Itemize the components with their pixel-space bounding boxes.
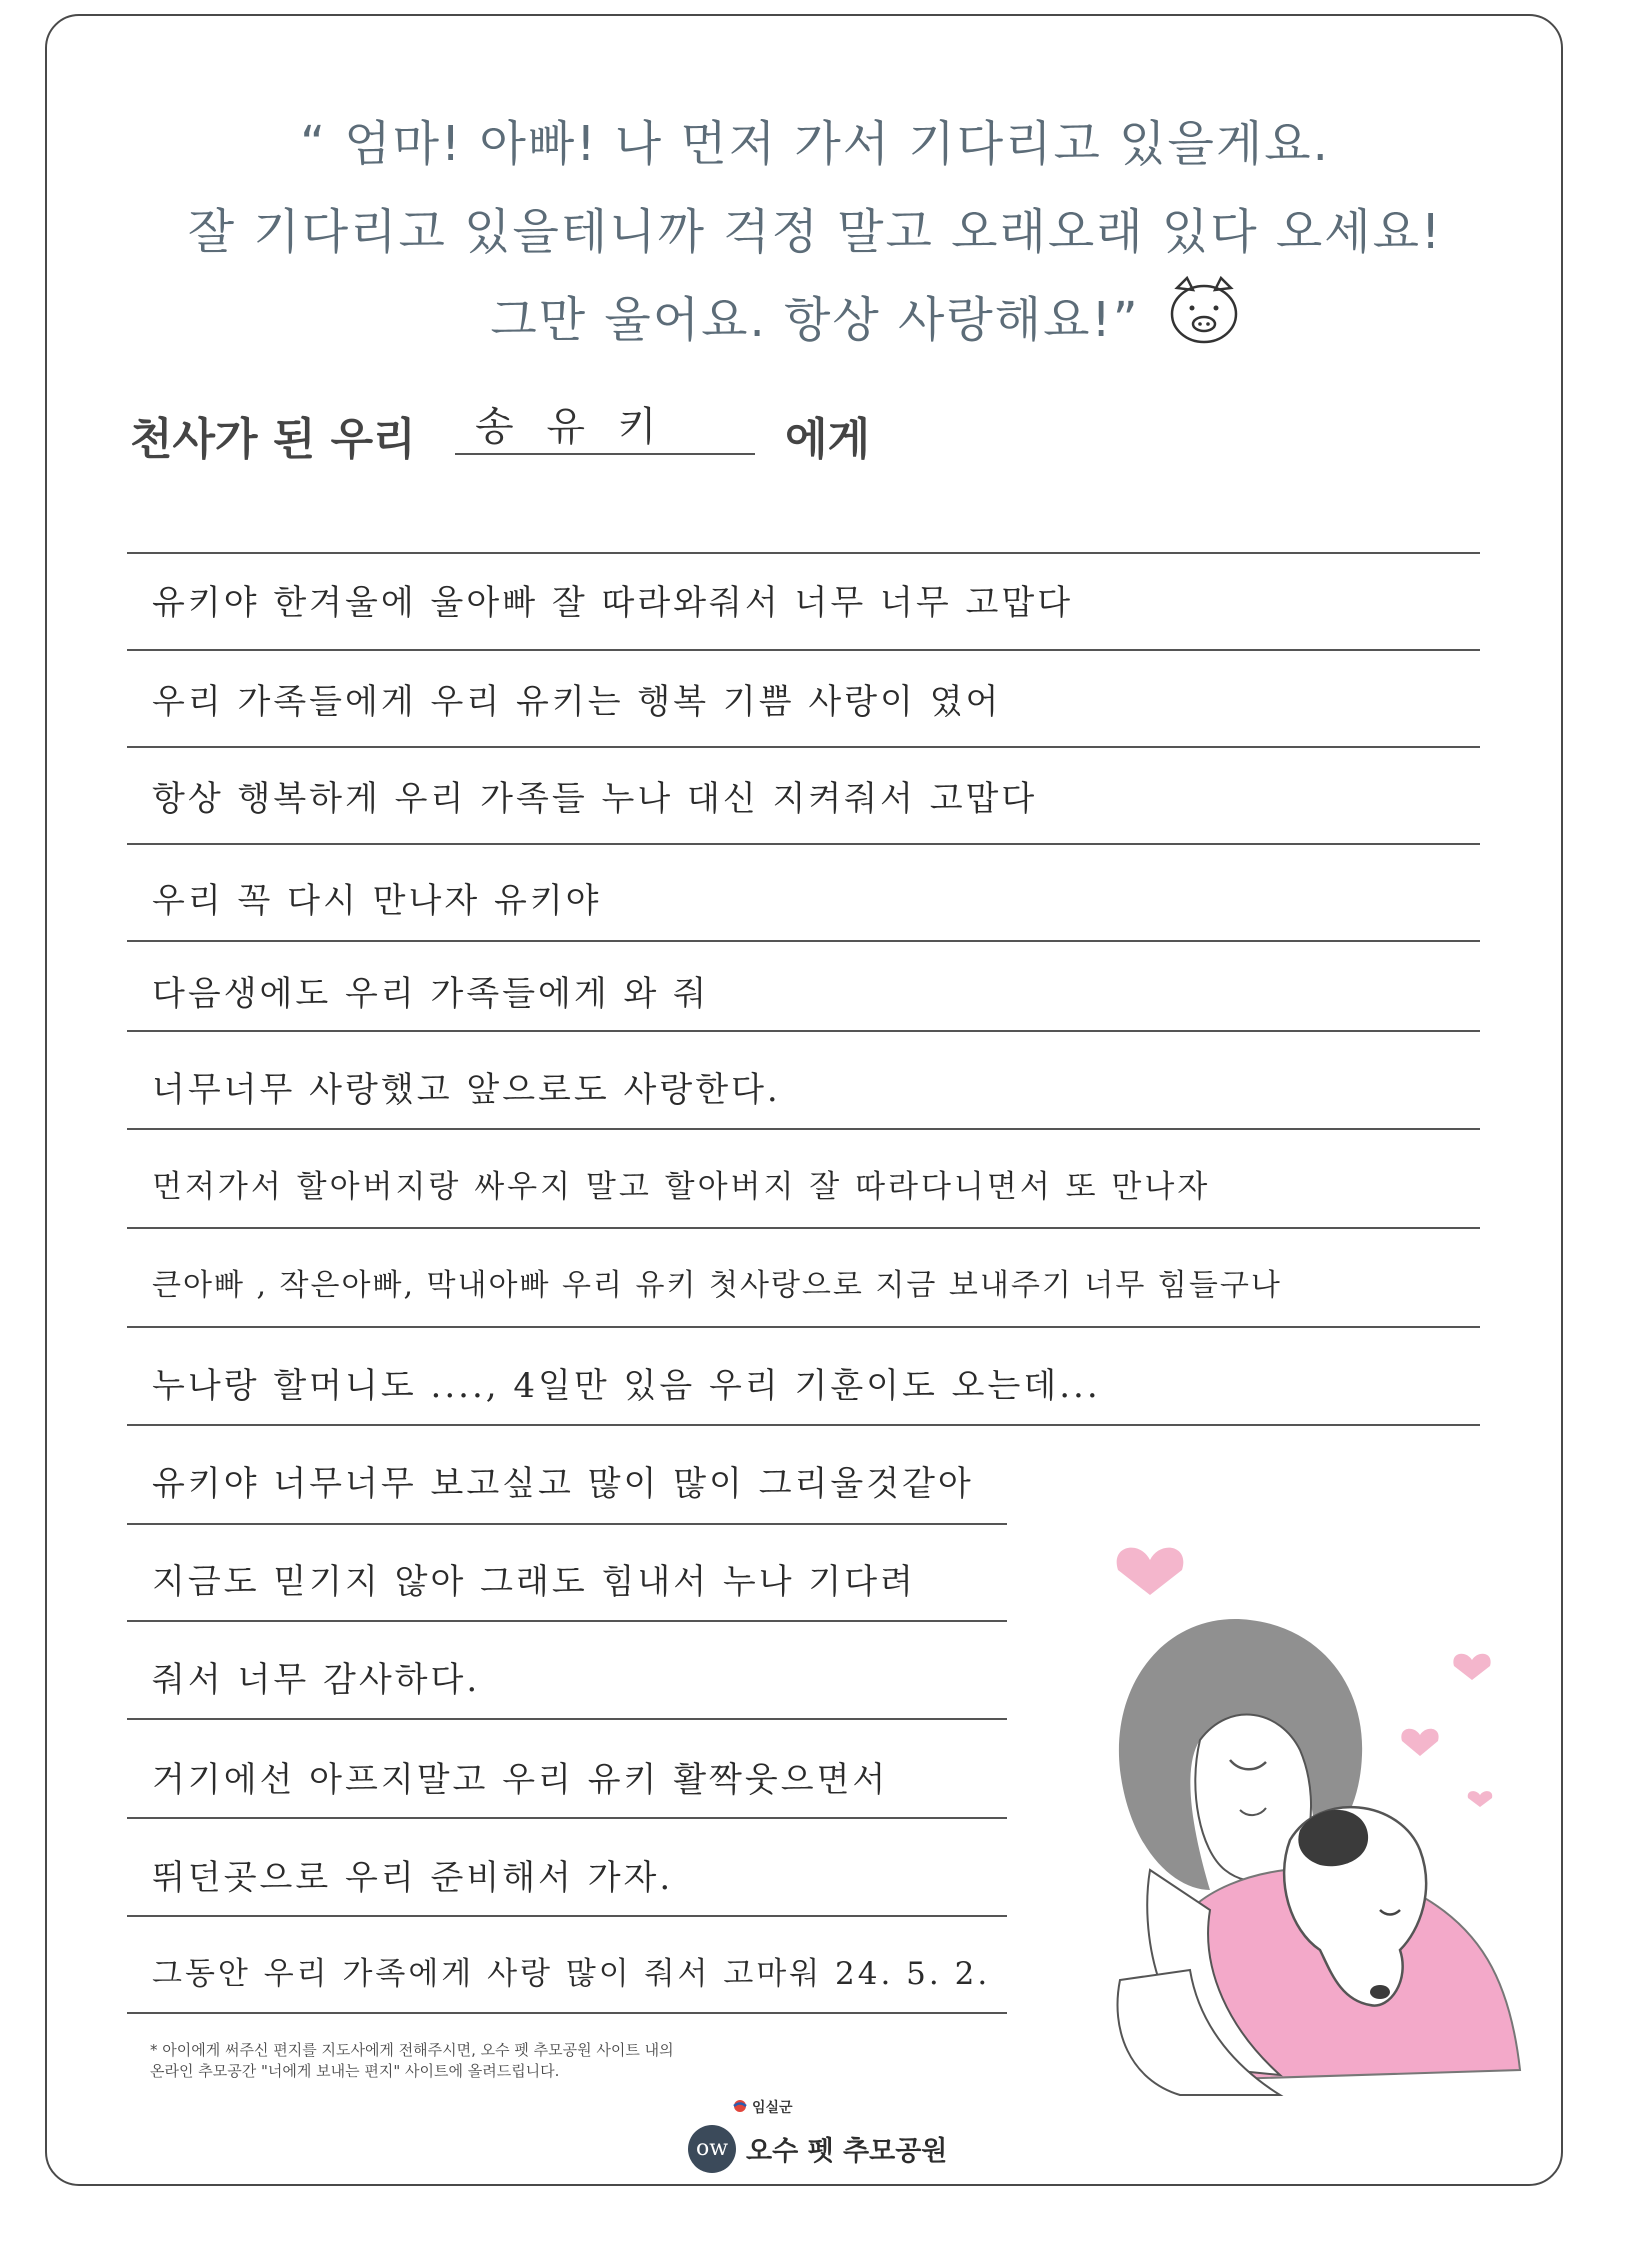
heart-icon <box>1401 1729 1438 1756</box>
letter-line: 그동안 우리 가족에게 사랑 많이 줘서 고마워 24. 5. 2. <box>152 1956 991 1992</box>
park-logo <box>688 2095 968 2175</box>
ruled-line <box>127 2012 1007 2014</box>
quote-line-3: 그만 울어요. 항상 사랑해요!” <box>490 292 1140 348</box>
ruled-line <box>127 746 1480 748</box>
addressee-name: 송 유 키 <box>455 395 755 455</box>
footer-note <box>150 2040 674 2082</box>
letter-line: 줘서 너무 감사하다. <box>152 1660 481 1700</box>
ruled-line <box>127 940 1480 942</box>
logo-county: 임실군 <box>752 2100 793 2116</box>
heart-icon <box>1453 1654 1490 1680</box>
letter-line: 우리 꼭 다시 만나자 유키야 <box>152 881 602 921</box>
addressee-prefix: 천사가 된 우리 <box>130 414 416 465</box>
ruled-line <box>127 1227 1480 1229</box>
letter-line: 유키야 너무너무 보고싶고 많이 많이 그리울것같아 <box>152 1464 974 1504</box>
logo-title: 오수 펫 추모공원 <box>746 2136 948 2167</box>
logo-badge-icon: ow <box>688 2125 736 2173</box>
ruled-line <box>127 1915 1007 1917</box>
letter-line: 너무너무 사랑했고 앞으로도 사랑한다. <box>152 1070 781 1110</box>
ruled-line <box>127 1326 1480 1328</box>
letter-line: 먼저가서 할아버지랑 싸우지 말고 할아버지 잘 따라다니면서 또 만나자 <box>152 1169 1211 1205</box>
ruled-line <box>127 552 1480 554</box>
ruled-line <box>127 843 1480 845</box>
letter-line: 우리 가족들에게 우리 유키는 행복 기쁨 사랑이 였어 <box>152 682 1002 722</box>
letter-line: 큰아빠 , 작은아빠, 막내아빠 우리 유키 첫사랑으로 지금 보내주기 너무 힘들구나 <box>152 1268 1282 1303</box>
letter-line: 다음생에도 우리 가족들에게 와 줘 <box>152 974 710 1014</box>
letter-line: 거기에선 아프지말고 우리 유키 활짝웃으면서 <box>152 1760 889 1800</box>
ruled-line <box>127 1620 1007 1622</box>
footer-note-line-2: 온라인 추모공간 "너에게 보내는 편지" 사이트에 올려드립니다. <box>150 2062 560 2080</box>
ruled-line <box>127 1817 1007 1819</box>
pig-face-icon <box>1163 270 1245 352</box>
letter-line: 뛰던곳으로 우리 준비해서 가자. <box>152 1858 674 1898</box>
ruled-line <box>127 1718 1007 1720</box>
ruled-line <box>127 1424 1480 1426</box>
letter-line: 항상 행복하게 우리 가족들 누나 대신 지켜줘서 고맙다 <box>152 779 1038 819</box>
ruled-line <box>127 1523 1007 1525</box>
quote-line-2: 잘 기다리고 있을테니까 걱정 말고 오래오래 있다 오세요! <box>187 204 1443 260</box>
quote-line-1: “ 엄마! 아빠! 나 먼저 가서 기다리고 있을게요. <box>300 116 1330 172</box>
ruled-line <box>127 1030 1480 1032</box>
ruled-line <box>127 1128 1480 1130</box>
letter-line: 지금도 믿기지 않아 그래도 힘내서 누나 기다려 <box>152 1562 916 1602</box>
girl-hugging-dog-illustration <box>1080 1510 1550 2100</box>
county-emblem-icon <box>732 2099 748 2113</box>
letter-line: 누나랑 할머니도 ...., 4일만 있음 우리 기훈이도 오는데... <box>152 1366 1101 1406</box>
heart-icon <box>1117 1548 1184 1595</box>
heart-icon <box>1468 1791 1493 1807</box>
footer-note-line-1: * 아이에게 써주신 편지를 지도사에게 전해주시면, 오수 펫 추모공원 사이트 내의 <box>150 2041 674 2059</box>
addressee-suffix: 에게 <box>785 414 871 465</box>
letter-line: 유키야 한겨울에 울아빠 잘 따라와줘서 너무 너무 고맙다 <box>152 583 1074 623</box>
ruled-line <box>127 649 1480 651</box>
